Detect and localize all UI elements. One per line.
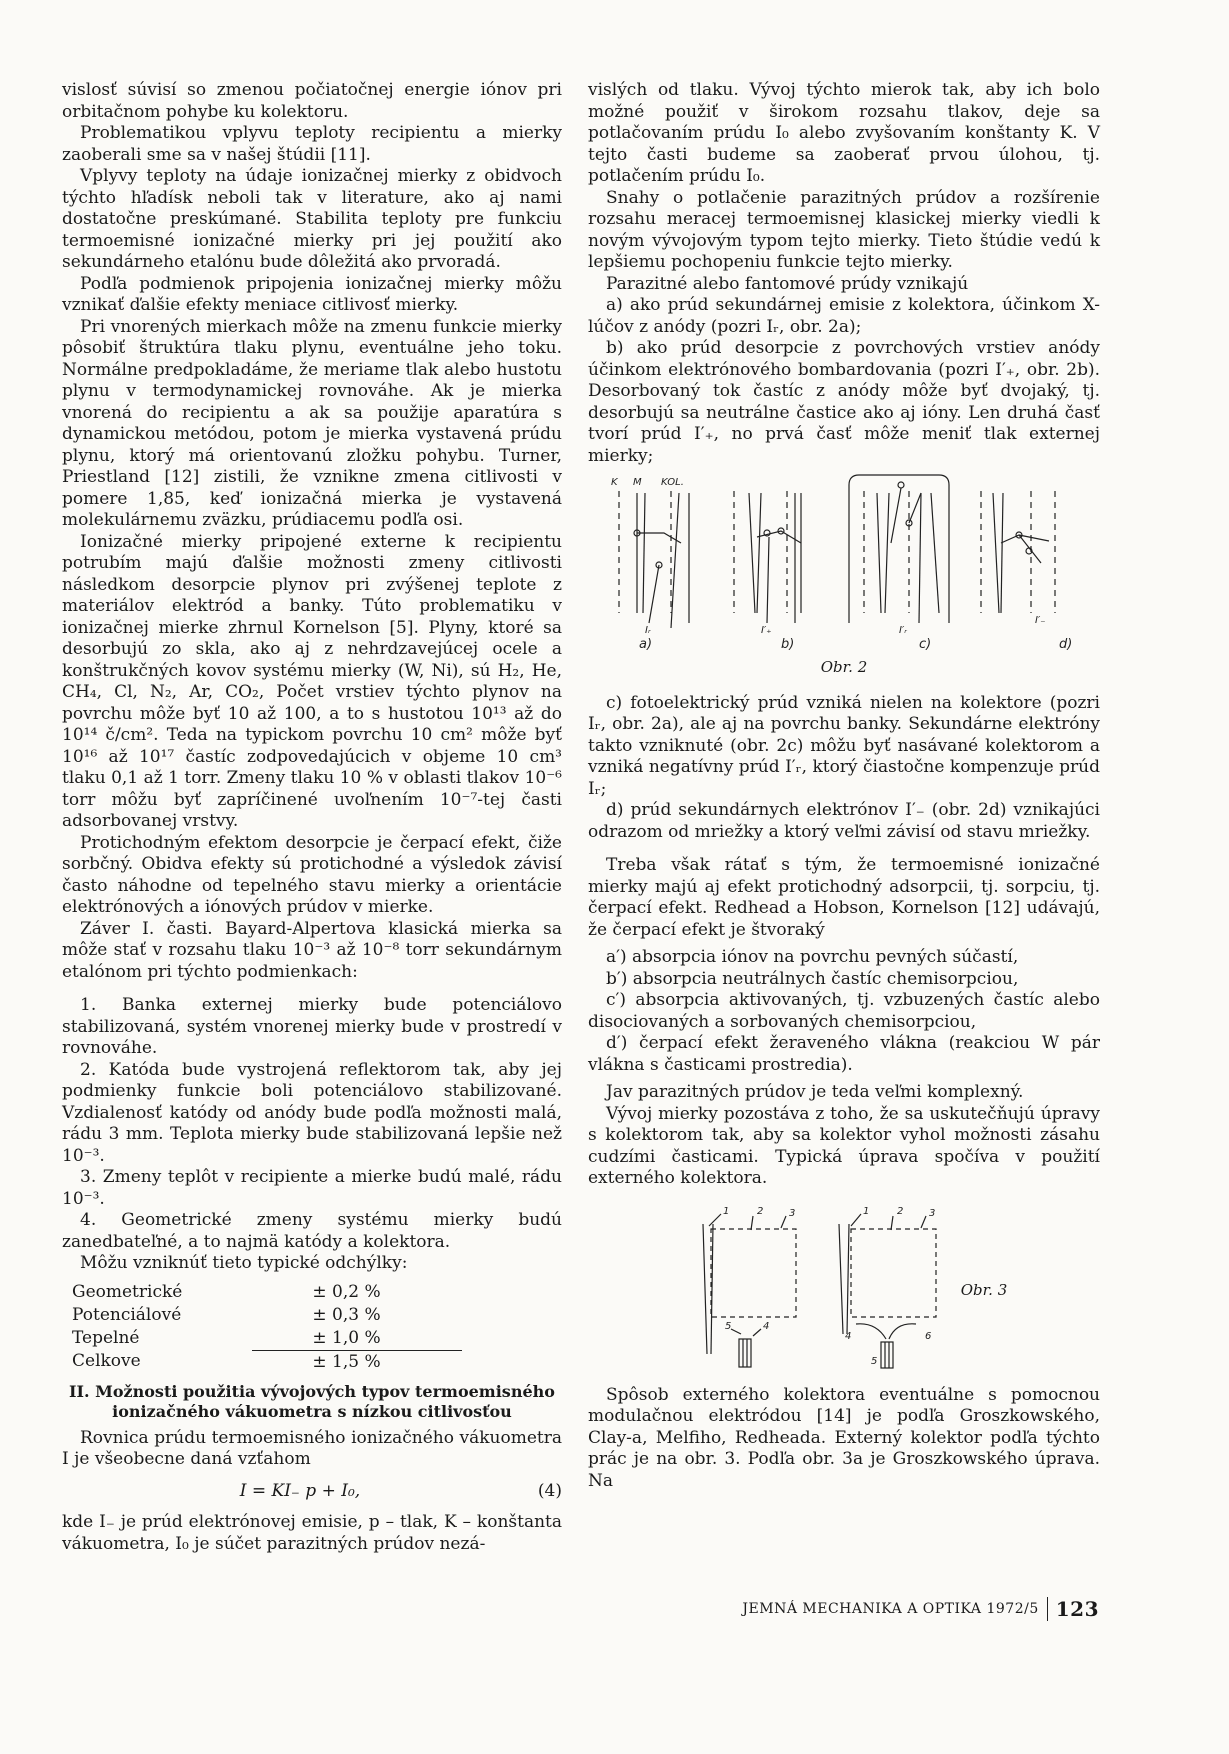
figure-3-caption: Obr. 3: [960, 1281, 1008, 1300]
paragraph: Ionizačné mierky pripojené externe k recipientu potrubím majú ďalšie možnosti zmeny citlivosti následkom desorpcie plynov pri zvýšenej teplote z materiálov elektród a banky. Túto problematiku v ionizačnej mierke zhrnul Kornelson [5]. Plyny, ktoré sa desorbujú zo skla, ako aj z nehrdzavejúcej ocele a konštrukčných kovov systému mierky (W, Ni), sú H₂, He, CH₄, Cl, N₂, Ar, CO₂, Počet vrstiev týchto plynov na povrchu môže byť 10 až 100, a to s hustotou 10¹³ až do 10¹⁴ č/cm². Teda na typickom povrchu 10 cm² môže byť 10¹⁶ až 10¹⁷ častíc zodpovedajúcich v objeme 10 cm³ tlaku 0,1 až 1 torr. Zmeny tlaku 10 % v oblasti tlakov 10⁻⁶ torr môžu byť zapríčinené uvoľnením 10⁻⁷-tej časti adsorbovanej vrstvy.: [62, 531, 562, 831]
deviation-value: ± 1,5 %: [252, 1350, 462, 1374]
fig3a-label-3: 3: [788, 1207, 796, 1219]
fig3b-label-4: 4: [844, 1330, 852, 1342]
paragraph: Snahy o potlačenie parazitných prúdov a rozšírenie rozsahu meracej termoemisnej klasickej mierky viedli k novým vývojovým typom tejto mierky. Tieto štúdie vedú k lepšiemu pochopeniu funkcie tejto mierky.: [588, 187, 1100, 272]
paragraph: Podľa podmienok pripojenia ionizačnej mierky môžu vznikať ďalšie efekty meniace citlivosť mierky.: [62, 273, 562, 315]
deviation-label: Geometrické: [72, 1281, 183, 1302]
condition-item: 3. Zmeny teplôt v recipiente a mierke budú malé, rádu 10⁻³.: [62, 1167, 562, 1209]
deviations-intro: Môžu vzniknúť tieto typické odchýlky:: [80, 1253, 408, 1273]
fig2-current-a: Iᵣ: [645, 625, 651, 636]
fig3b-label-3: 3: [928, 1207, 936, 1219]
paragraph: vislosť súvisí so zmenou počiatočnej energie iónov pri orbitačnom pohybe ku kolektoru.: [62, 80, 562, 122]
deviation-value: ± 0,3 %: [312, 1304, 381, 1325]
condition-item: 2. Katóda bude vystrojená reflektorom tak, aby jej podmienky funkcie boli potenciálovo stabilizované. Vzdialenosť katódy od anódy bude podľa možnosti malá, rádu 3 mm. Teplota mierky bude stabilizovaná lepšie než 10⁻³.: [62, 1059, 562, 1166]
list-item: a) ako prúd sekundárnej emisie z kolektora, účinkom X-lúčov z anódy (pozri Iᵣ, obr. 2a);: [588, 295, 1100, 337]
equation-number: (4): [537, 1480, 562, 1501]
fig2-current-b: I′₊: [761, 625, 772, 636]
right-column: [588, 80, 1100, 1492]
fig2-current-c: I′ᵣ: [899, 625, 907, 636]
paragraph: Treba však rátať s tým, že termoemisné ionizačné mierky majú aj efekt protichodný adsorpcii, tj. sorpciu, tj. čerpací efekt. Redhead a Hobson, Kornelson [12] udávajú, že čerpací efekt je štvoraký: [588, 855, 1100, 940]
table-row: [72, 1327, 462, 1351]
deviation-value: ± 1,0 %: [312, 1327, 381, 1348]
figure-3-wrap: [588, 1204, 1100, 1379]
fig2-panel-c: c): [919, 637, 932, 651]
paragraph: Vplyvy teploty na údaje ionizačnej mierky z obidvoch týchto hľadísk neboli tak v literature, ako aj nami dostatočne preskúmané. Stabilita teploty pre funkciu termoemisné ionizačné mierky pri jej použití ako sekundárneho etalónu bude dôležitá ako prvoradá.: [62, 166, 562, 272]
list-item: c) fotoelektrický prúd vzniká nielen na kolektore (pozri Iᵣ, obr. 2a), ale aj na povrchu banky. Sekundárne elektróny takto vzniknuté (obr. 2c) môžu byť nasávané kolektorom a vzniká negatívny prúd I′ᵣ, ktorý čiastočne kompenzuje prúd Iᵣ;: [588, 692, 1100, 799]
table-row: [72, 1350, 462, 1374]
fig2-label-k: K: [611, 477, 618, 488]
equation-row: [62, 1481, 562, 1503]
paragraph: Záver I. časti. Bayard-Alpertova klasická mierka sa môže stať v rozsahu tlaku 10⁻³ až 10⁻⁸ torr sekundárnym etalónom pri týchto podmienkach:: [62, 918, 562, 982]
pumping-item: a′) absorpcia iónov na povrchu pevných súčastí,: [606, 947, 1019, 967]
deviation-label: Potenciálové: [72, 1304, 182, 1325]
journal-name: JEMNÁ MECHANIKA A OPTIKA 1972/5: [742, 1601, 1039, 1617]
paragraph: Pri vnorených mierkach môže na zmenu funkcie mierky pôsobiť štruktúra tlaku plynu, eventuálne jeho toku. Normálne predpokladáme, že meriame tlak alebo hustotu plynu v termodynamickej rovnováhe. Ak je mierka vnorená do recipientu a ak sa použije aparatúra s dynamickou metódou, potom je mierka vystavená prúdu plynu, ktorý má orientovanú zložku pohybu. Turner, Priestland [12] zistili, že vznikne zmena citlivosti v pomere 1,85, keď ionizačná mierka je vystavená molekulárnemu zväzku, prúdiacemu podľa osi.: [62, 316, 562, 530]
fig3a-label-2: 2: [756, 1205, 764, 1217]
paragraph: Protichodným efektom desorpcie je čerpací efekt, čiže sorbčný. Obidva efekty sú protichodné a výsledok závisí často náhodne od tepelného stavu mierky a orientácie elektrónových a iónových prúdov v mierke.: [62, 832, 562, 917]
figure-2-caption: Obr. 2: [820, 658, 868, 676]
table-row: [72, 1281, 462, 1304]
fig3b-label-1: 1: [862, 1205, 870, 1217]
fig3a-label-4: 4: [762, 1320, 770, 1332]
pumping-item: c′) absorpcia aktivovaných, tj. vzbuzených častíc alebo disociovaných a sorbovaných chemisorpciou,: [588, 990, 1100, 1032]
list-item: d) prúd sekundárnych elektrónov I′₋ (obr. 2d) vznikajúci odrazom od mriežky a ktorý veľmi závisí od stavu mriežky.: [588, 800, 1100, 842]
list-item: b) ako prúd desorpcie z povrchových vrstiev anódy účinkom elektrónového bombardovania (pozri I′₊, obr. 2b). Desorbovaný tok častíc z anódy môže byť dvojaký, tj. desorbujú sa neutrálne častice ako aj ióny. Len druhá časť tvorí prúd I′₊, no prvá časť môže meniť tlak externej mierky;: [588, 338, 1100, 466]
figure-3: [681, 1204, 951, 1379]
paragraph: Vývoj mierky pozostáva z toho, že sa uskutečňujú úpravy s kolektorom tak, aby sa kolektor vyhol možnosti zásahu cudzími časticami. Typická úprava spočíva v použití externého kolektora.: [588, 1103, 1100, 1188]
page-number: 123: [1047, 1597, 1099, 1621]
pumping-item: b′) absorpcia neutrálnych častíc chemisorpciou,: [606, 968, 1019, 989]
fig2-panel-b: b): [781, 637, 795, 651]
deviation-label: Tepelné: [72, 1327, 140, 1348]
fig3a-label-1: 1: [722, 1205, 730, 1217]
pumping-item: d′) čerpací efekt žeraveného vlákna (reakciou W pár vlákna s časticami prostredia).: [588, 1033, 1100, 1075]
table-row: [72, 1304, 462, 1327]
condition-item: 4. Geometrické zmeny systému mierky budú zanedbateľné, a to najmä katódy a kolektora.: [62, 1210, 562, 1252]
figure-2: [609, 473, 1079, 651]
paragraph: Parazitné alebo fantomové prúdy vznikajú: [606, 273, 969, 294]
fig3b-label-6: 6: [924, 1330, 932, 1342]
fig2-panel-a: a): [639, 637, 653, 651]
fig2-label-m: M: [633, 477, 642, 488]
fig2-label-kol: KOL.: [661, 477, 684, 488]
deviations-table: [72, 1281, 462, 1374]
page-footer: [742, 1597, 1099, 1621]
paragraph: Rovnica prúdu termoemisného ionizačného vákuometra I je všeobecne daná vzťahom: [62, 1427, 562, 1469]
paragraph: Problematikou vplyvu teploty recipientu a mierky zaoberali sme sa v našej štúdii [11].: [62, 123, 562, 165]
fig2-current-d: I′₋: [1035, 615, 1046, 626]
fig3b-label-5: 5: [870, 1355, 878, 1367]
paragraph: Jav parazitných prúdov je teda veľmi komplexný.: [606, 1082, 1024, 1102]
deviation-value: ± 0,2 %: [312, 1281, 381, 1302]
section-heading: II. Možnosti použitia vývojových typov termoemisného ionizačného vákuometra s nízkou citlivosťou: [69, 1381, 555, 1421]
deviation-label: Celkove: [72, 1351, 141, 1372]
condition-item: 1. Banka externej mierky bude potenciálovo stabilizovaná, systém vnorenej mierky bude v prostredí v rovnováhe.: [62, 995, 562, 1058]
fig3b-label-2: 2: [896, 1205, 904, 1217]
equation: I = KI₋ p + I₀,: [239, 1480, 361, 1501]
paragraph: vislých od tlaku. Vývoj týchto mierok tak, aby ich bolo možné použiť v širokom rozsahu tlakov, deje sa potlačovaním prúdu I₀ alebo zvyšovaním konštanty K. V tejto časti budeme sa zaoberať prvou úlohou, tj. potlačením prúdu I₀.: [588, 80, 1100, 186]
paragraph: Spôsob externého kolektora eventuálne s pomocnou modulačnou elektródou [14] je podľa Groszkowského, Clay-a, Melfiho, Redheada. Externý kolektor podľa týchto prác je na obr. 3. Podľa obr. 3a je Groszkowského úprava. Na: [588, 1384, 1100, 1491]
left-column: [62, 80, 562, 1555]
fig2-panel-d: d): [1059, 637, 1073, 651]
fig3a-label-5: 5: [724, 1320, 732, 1332]
paragraph: kde I₋ je prúd elektrónovej emisie, p – tlak, K – konštanta vákuometra, I₀ je súčet parazitných prúdov nezá-: [62, 1512, 562, 1554]
